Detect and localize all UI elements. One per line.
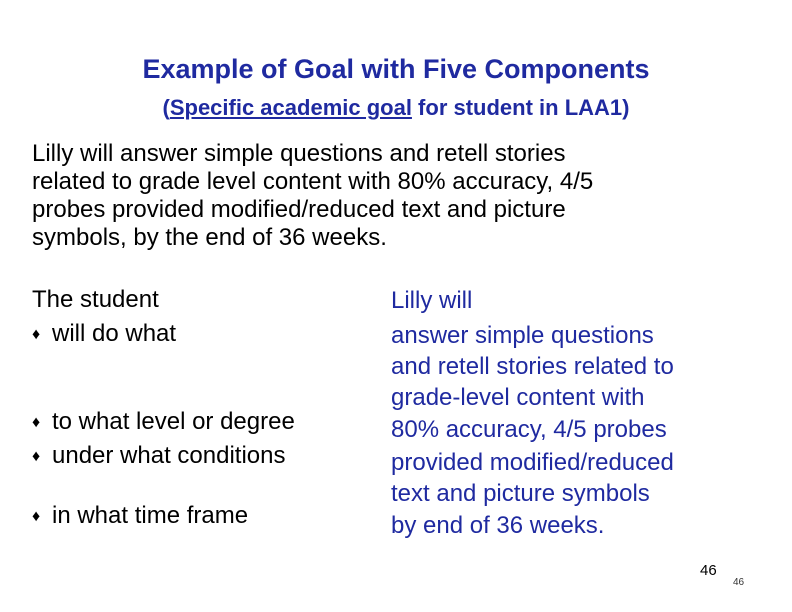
goal-line: symbols, by the end of 36 weeks. bbox=[32, 224, 387, 251]
right-line: answer simple questions bbox=[391, 322, 654, 349]
subtitle-open-paren: ( bbox=[162, 95, 170, 120]
right-line: by end of 36 weeks. bbox=[391, 512, 605, 539]
goal-line: related to grade level content with 80% accuracy, 4/5 bbox=[32, 168, 594, 195]
diamond-bullet-icon: ♦ bbox=[32, 448, 41, 465]
right-column-goal-breakdown bbox=[391, 286, 674, 542]
right-line: grade-level content with bbox=[391, 384, 645, 411]
component-time-frame bbox=[32, 502, 248, 530]
right-line: 80% accuracy, 4/5 probes bbox=[391, 416, 667, 443]
subtitle-rest-text: for student in LAA1) bbox=[411, 95, 630, 120]
goal-line: probes provided modified/reduced text and picture bbox=[32, 196, 566, 223]
page-number-small: 46 bbox=[733, 577, 745, 588]
component-conditions bbox=[32, 442, 285, 470]
left-column-heading: The student bbox=[32, 286, 159, 313]
component-label: in what time frame bbox=[52, 502, 249, 529]
right-line: provided modified/reduced bbox=[391, 449, 674, 476]
subtitle-underlined-text: Specific academic goal bbox=[169, 95, 412, 120]
page-number: 46 bbox=[700, 562, 717, 579]
component-label: will do what bbox=[52, 320, 177, 347]
right-line: and retell stories related to bbox=[391, 353, 674, 380]
right-line: Lilly will bbox=[391, 287, 473, 314]
slide-title: Example of Goal with Five Components bbox=[142, 54, 650, 84]
component-level-or-degree bbox=[32, 408, 295, 436]
diamond-bullet-icon: ♦ bbox=[32, 326, 41, 343]
diamond-bullet-icon: ♦ bbox=[32, 508, 41, 525]
component-label: under what conditions bbox=[52, 442, 286, 469]
diamond-bullet-icon: ♦ bbox=[32, 414, 41, 431]
component-will-do-what bbox=[32, 320, 176, 348]
component-label: to what level or degree bbox=[52, 408, 295, 435]
goal-statement bbox=[32, 140, 593, 252]
right-line: text and picture symbols bbox=[391, 480, 650, 507]
goal-line: Lilly will answer simple questions and retell stories bbox=[32, 140, 566, 167]
slide-subtitle bbox=[0, 95, 792, 121]
